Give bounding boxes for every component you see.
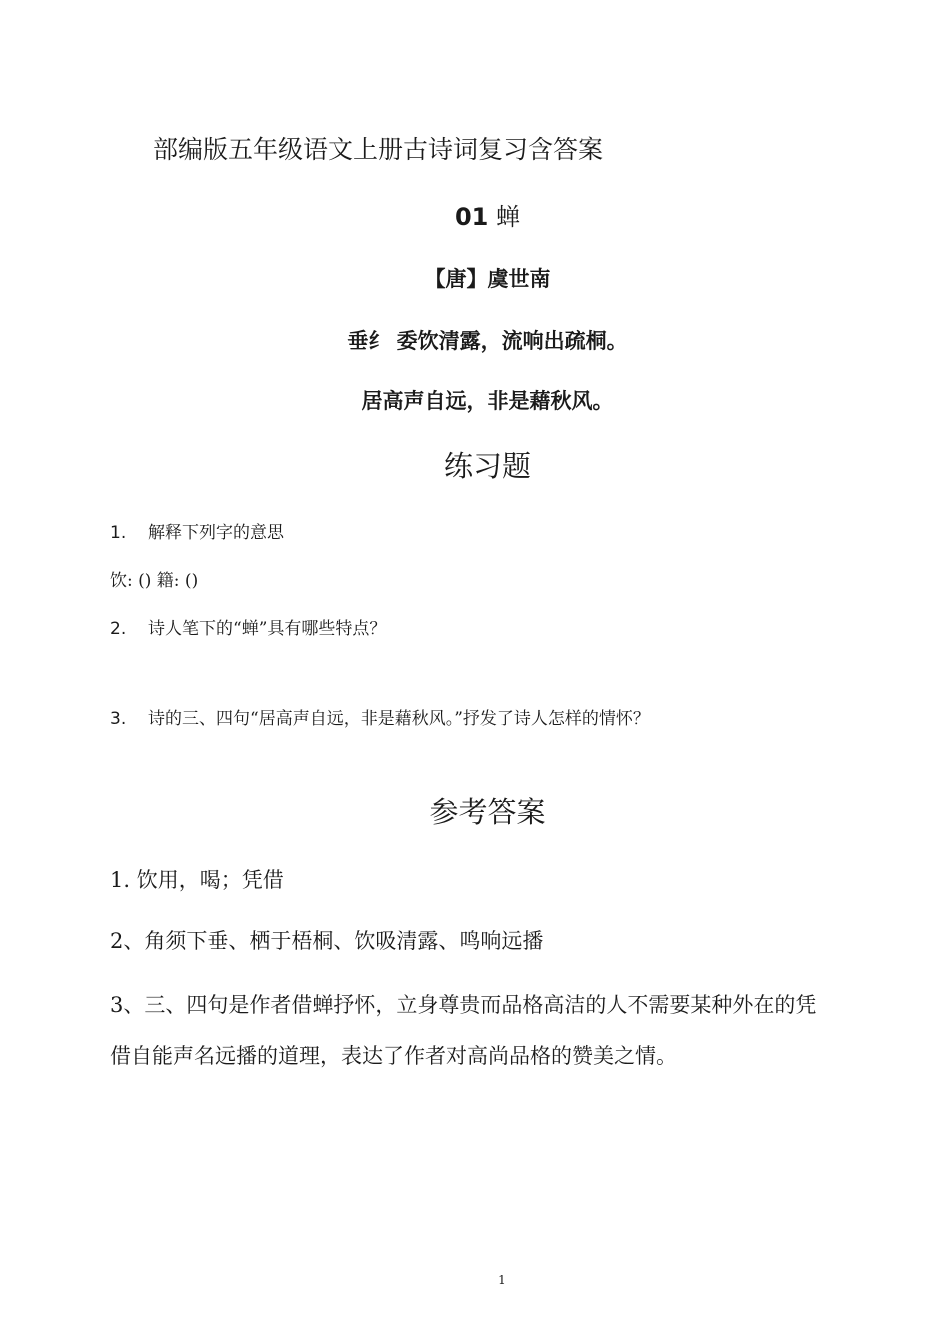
poem-title xyxy=(0,197,950,232)
poem-line: 垂纟 委饮清露，流响出疏桐。 xyxy=(347,329,628,353)
answer-item-continuation: 借自能声名远播的道理，表达了作者对高尚品格的赞美之情。 xyxy=(110,1044,677,1068)
question-number: 2. xyxy=(110,619,127,639)
exercises-heading: 练习题 xyxy=(443,449,531,483)
answers-heading: 参考答案 xyxy=(429,795,546,829)
question-item xyxy=(110,614,386,639)
question-text: 诗的三、四句“居高声自远，非是藉秋风。”抒发了诗人怎样的情怀？ xyxy=(148,709,650,729)
poem-line: 居高声自远，非是藉秋风。 xyxy=(361,389,614,413)
page-number: 1 xyxy=(498,1273,506,1287)
answer-item: 3、三、四句是作者借蝉抒怀，立身尊贵而品格高洁的人不需要某种外在的凭 xyxy=(110,993,817,1017)
answer-item: 1. 饮用，喝；凭借 xyxy=(110,868,284,892)
answer-item: 2、角须下垂、栖于梧桐、饮吸清露、鸣响远播 xyxy=(110,929,544,953)
question-blank-line: 饮: () 籍: () xyxy=(110,571,199,591)
question-number: 3. xyxy=(110,709,127,729)
poem-name: 蝉 xyxy=(496,203,521,231)
question-number: 1. xyxy=(110,523,127,543)
question-item xyxy=(110,704,650,729)
question-text: 解释下列字的意思 xyxy=(148,523,284,543)
poem-number: 01 xyxy=(454,203,489,231)
document-title: 部编版五年级语文上册古诗词复习含答案 xyxy=(153,135,604,164)
question-text: 诗人笔下的“蝉”具有哪些特点？ xyxy=(148,619,387,639)
question-item xyxy=(110,518,284,543)
poem-author: 【唐】虞世南 xyxy=(424,267,551,291)
